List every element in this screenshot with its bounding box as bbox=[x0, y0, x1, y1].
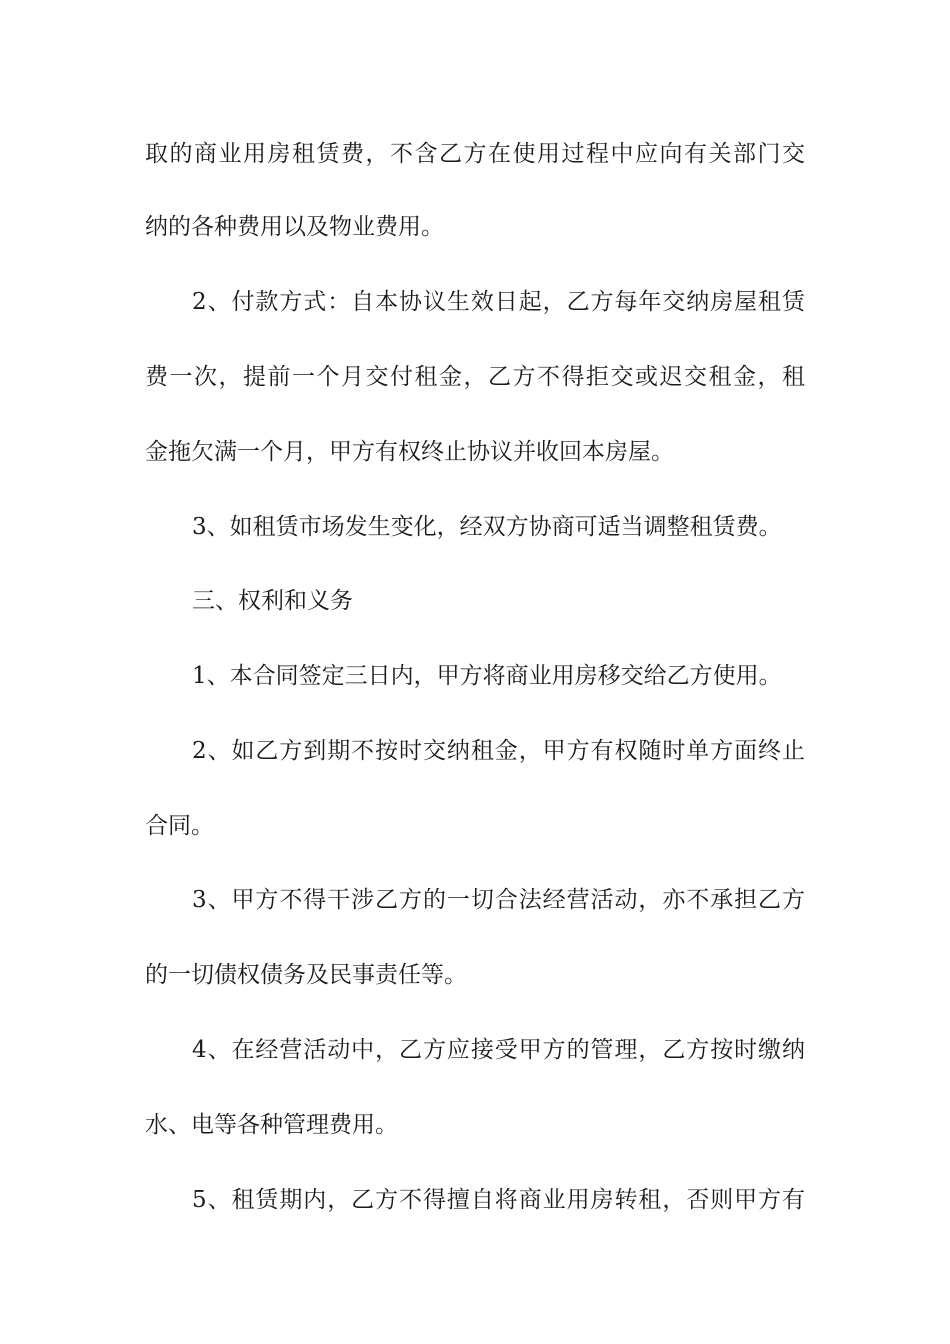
text-line: 水、电等各种管理费用。 bbox=[145, 1112, 398, 1138]
text-line: 费一次，提前一个月交付租金，乙方不得拒交或迟交租金，租 bbox=[145, 364, 805, 390]
text-line: 4、在经营活动中，乙方应接受甲方的管理，乙方按时缴纳 bbox=[192, 1037, 805, 1063]
text-line: 2、如乙方到期不按时交纳租金，甲方有权随时单方面终止 bbox=[192, 738, 805, 764]
section-heading: 三、权利和义务 bbox=[192, 588, 353, 614]
text-line: 金拖欠满一个月，甲方有权终止协议并收回本房屋。 bbox=[145, 439, 674, 465]
text-line: 纳的各种费用以及物业费用。 bbox=[145, 214, 444, 240]
text-line: 2、付款方式：自本协议生效日起，乙方每年交纳房屋租赁 bbox=[192, 289, 805, 315]
text-line: 5、租赁期内，乙方不得擅自将商业用房转租，否则甲方有 bbox=[192, 1187, 805, 1213]
text-line: 3、甲方不得干涉乙方的一切合法经营活动，亦不承担乙方 bbox=[192, 887, 805, 913]
text-line: 的一切债权债务及民事责任等。 bbox=[145, 962, 467, 988]
text-line: 取的商业用房租赁费，不含乙方在使用过程中应向有关部门交 bbox=[145, 141, 805, 167]
text-line: 合同。 bbox=[145, 813, 214, 839]
text-line: 3、如租赁市场发生变化，经双方协商可适当调整租赁费。 bbox=[192, 514, 782, 540]
text-line: 1、本合同签定三日内，甲方将商业用房移交给乙方使用。 bbox=[192, 663, 782, 689]
